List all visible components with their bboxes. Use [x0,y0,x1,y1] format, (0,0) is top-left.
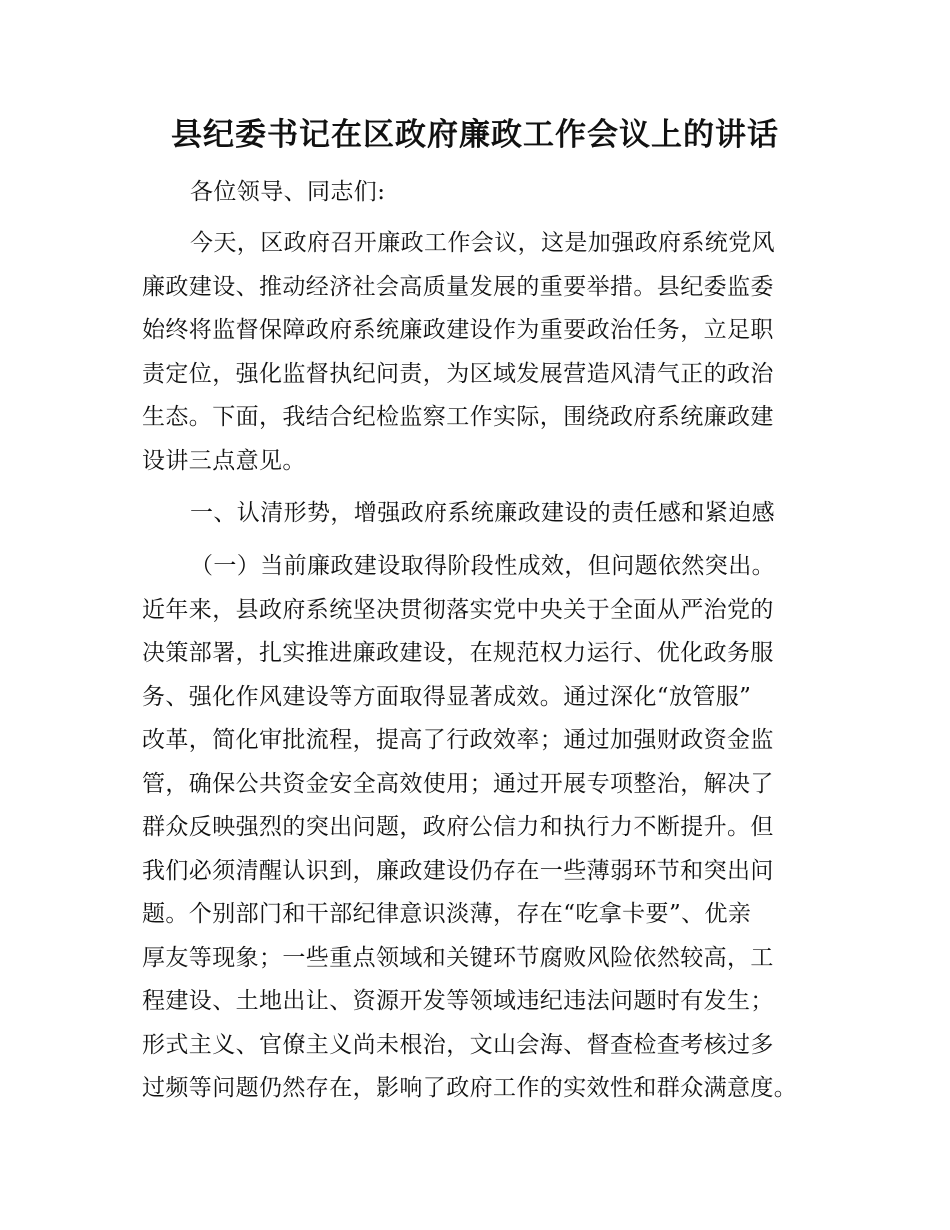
paragraph-line: 厚友等现象；一些重点领域和关键环节腐败风险依然较高，工 [142,944,774,971]
paragraph-line: 形式主义、官僚主义尚未根治，文山会海、督查检查考核过多 [142,1031,774,1058]
paragraph-line: 责定位，强化监督执纪问责，为区域发展营造风清气正的政治 [142,360,774,387]
paragraph-line: 改革，简化审批流程，提高了行政效率；通过加强财政资金监 [142,727,774,753]
greeting [142,171,812,215]
greeting-text: 各位领导、同志们: [190,179,386,205]
section-heading [142,492,812,536]
paragraph-line: 廉政建设、推动经济社会高质量发展的重要举措。县纪委监委 [142,273,774,300]
paragraph-line: 务、强化作风建设等方面取得显著成效。通过深化“放管服” [142,683,752,710]
paragraph-line: 近年来，县政府系统坚决贯彻落实党中央关于全面从严治党的 [142,596,774,623]
paragraph-line: 始终将监督保障政府系统廉政建设作为重要政治任务，立足职 [142,317,774,343]
paragraph-situation [142,545,812,1111]
subsection-heading: （一）当前廉政建设取得阶段性成效，但问题依然突出。 [190,553,775,579]
paragraph-line: 生态。下面，我结合纪检监察工作实际，围绕政府系统廉政建 [142,404,774,430]
paragraph-line: 我们必须清醒认识到，廉政建设仍存在一些薄弱环节和突出问 [142,857,774,884]
paragraph-line: 题。个别部门和干部纪律意识淡薄，存在“吃拿卡要”、优亲 [142,901,752,927]
paragraph-line: 设讲三点意见。 [142,447,306,474]
section-heading-text: 一、认清形势，增强政府系统廉政建设的责任感和紧迫感 [190,500,775,526]
paragraph-intro [142,222,812,483]
paragraph-line: 群众反映强烈的突出问题，政府公信力和执行力不断提升。但 [142,814,774,840]
paragraph-line: 管，确保公共资金安全高效使用；通过开展专项整治，解决了 [142,770,774,797]
paragraph-line: 过频等问题仍然存在，影响了政府工作的实效性和群众满意度。 [142,1075,798,1101]
paragraph-line: 决策部署，扎实推进廉政建设，在规范权力运行、优化政务服 [142,640,774,666]
paragraph-line: 程建设、土地出让、资源开发等领域违纪违法问题时有发生； [142,988,774,1014]
paragraph-line: 今天，区政府召开廉政工作会议，这是加强政府系统党风 [190,230,775,256]
document-title: 县纪委书记在区政府廉政工作会议上的讲话 [171,117,779,153]
